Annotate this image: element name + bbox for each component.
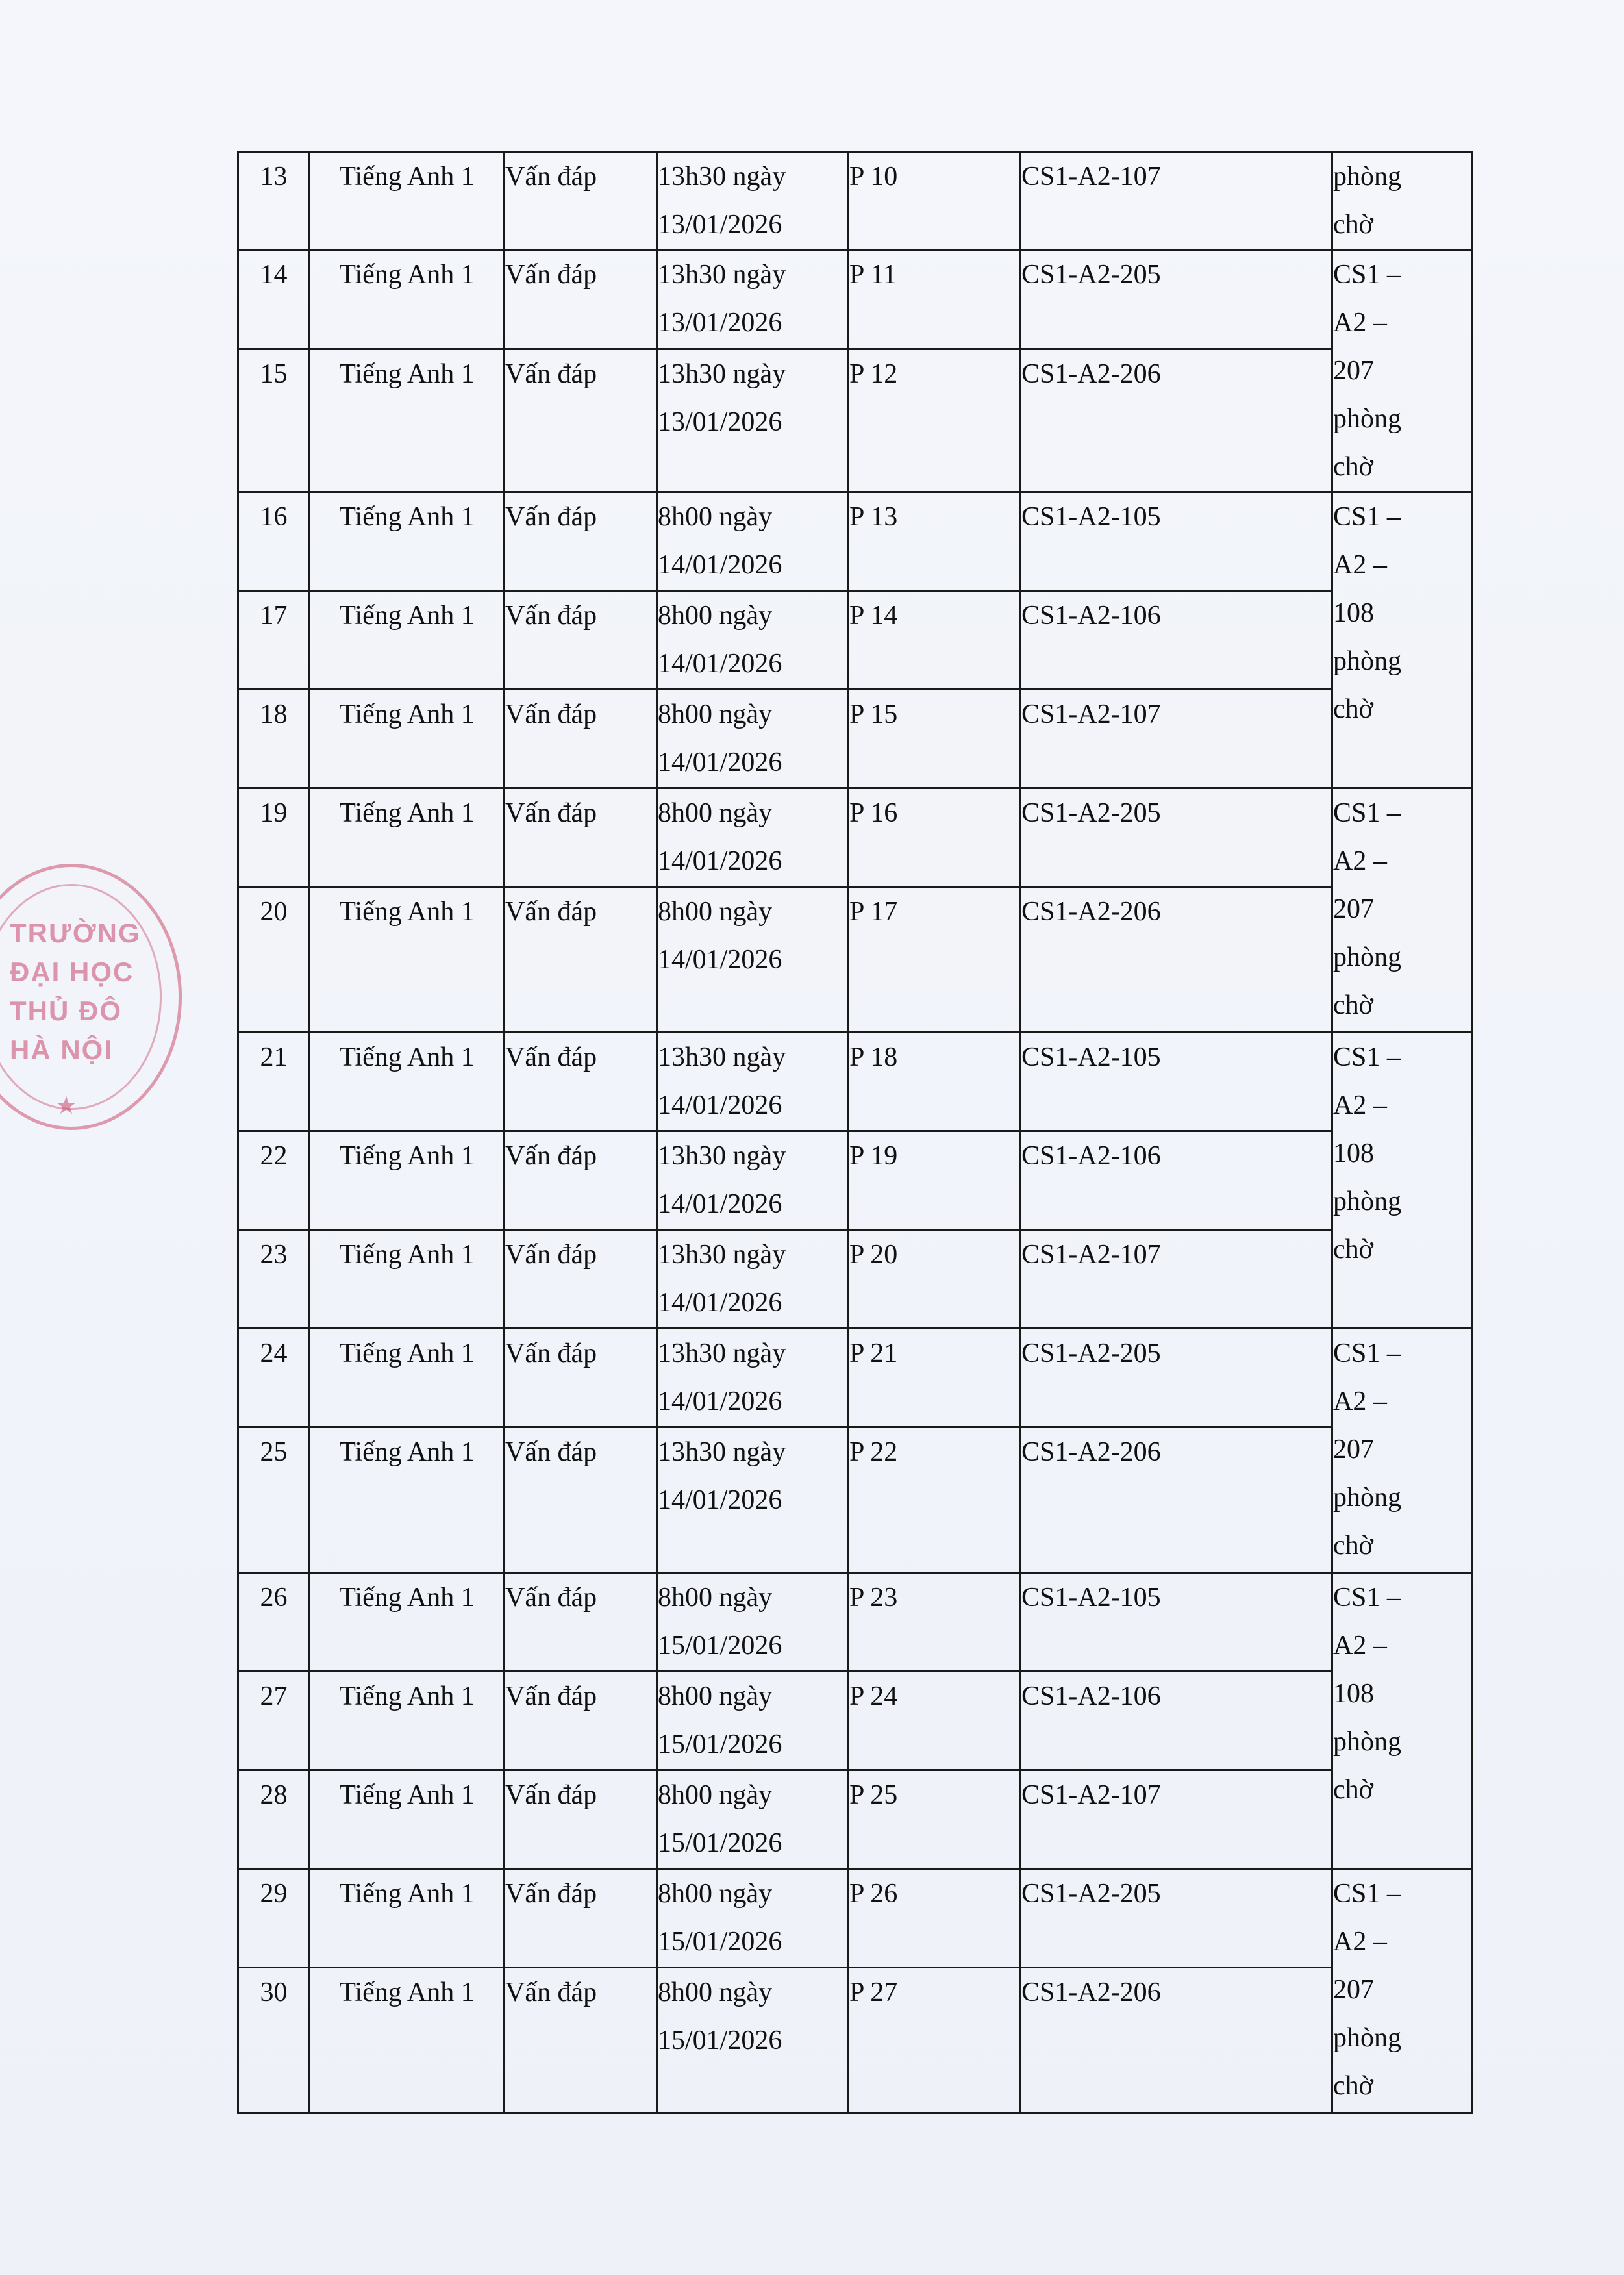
- location-cell: CS1-A2-205: [1021, 1869, 1332, 1968]
- exam-form-cell: Vấn đáp: [505, 1672, 657, 1770]
- seal-text: HÀ NỘI: [10, 1035, 113, 1065]
- table-row: [238, 1033, 1472, 1131]
- location-cell: CS1-A2-105: [1021, 1033, 1332, 1131]
- waiting-room-cell: phòng chờ: [1332, 152, 1472, 250]
- row-number: 19: [238, 788, 310, 887]
- row-number: 15: [238, 349, 310, 492]
- subject-cell: Tiếng Anh 1: [310, 1968, 505, 2113]
- waiting-room-cell: CS1 – A2 – 108 phòng chờ: [1332, 1033, 1472, 1329]
- table-row: [238, 1770, 1472, 1869]
- exam-form-cell: Vấn đáp: [505, 349, 657, 492]
- waiting-room-cell: CS1 – A2 – 207 phòng chờ: [1332, 1329, 1472, 1573]
- exam-time-cell: 8h00 ngày 14/01/2026: [657, 788, 849, 887]
- exam-time-cell: 8h00 ngày 15/01/2026: [657, 1672, 849, 1770]
- room-cell: P 14: [849, 591, 1021, 690]
- exam-time-cell: 13h30 ngày 14/01/2026: [657, 1329, 849, 1427]
- room-cell: P 11: [849, 250, 1021, 349]
- subject-cell: Tiếng Anh 1: [310, 250, 505, 349]
- row-number: 30: [238, 1968, 310, 2113]
- location-cell: CS1-A2-106: [1021, 591, 1332, 690]
- room-cell: P 17: [849, 887, 1021, 1033]
- subject-cell: Tiếng Anh 1: [310, 492, 505, 591]
- exam-time-cell: 13h30 ngày 14/01/2026: [657, 1131, 849, 1230]
- table-row: [238, 1573, 1472, 1672]
- subject-cell: Tiếng Anh 1: [310, 591, 505, 690]
- subject-cell: Tiếng Anh 1: [310, 1770, 505, 1869]
- location-cell: CS1-A2-206: [1021, 1968, 1332, 2113]
- table-row: [238, 1131, 1472, 1230]
- table-row: [238, 690, 1472, 788]
- exam-form-cell: Vấn đáp: [505, 1230, 657, 1329]
- row-number: 25: [238, 1427, 310, 1573]
- subject-cell: Tiếng Anh 1: [310, 1329, 505, 1427]
- exam-time-cell: 8h00 ngày 14/01/2026: [657, 591, 849, 690]
- exam-time-cell: 8h00 ngày 14/01/2026: [657, 690, 849, 788]
- exam-time-cell: 13h30 ngày 13/01/2026: [657, 349, 849, 492]
- location-cell: CS1-A2-106: [1021, 1131, 1332, 1230]
- exam-form-cell: Vấn đáp: [505, 1033, 657, 1131]
- exam-time-cell: 13h30 ngày 14/01/2026: [657, 1427, 849, 1573]
- exam-form-cell: Vấn đáp: [505, 1770, 657, 1869]
- subject-cell: Tiếng Anh 1: [310, 152, 505, 250]
- waiting-room-cell: CS1 – A2 – 108 phòng chờ: [1332, 1573, 1472, 1869]
- row-number: 13: [238, 152, 310, 250]
- location-cell: CS1-A2-105: [1021, 1573, 1332, 1672]
- row-number: 18: [238, 690, 310, 788]
- subject-cell: Tiếng Anh 1: [310, 1131, 505, 1230]
- room-cell: P 18: [849, 1033, 1021, 1131]
- table-row: [238, 349, 1472, 492]
- subject-cell: Tiếng Anh 1: [310, 1230, 505, 1329]
- subject-cell: Tiếng Anh 1: [310, 1427, 505, 1573]
- room-cell: P 19: [849, 1131, 1021, 1230]
- room-cell: P 20: [849, 1230, 1021, 1329]
- subject-cell: Tiếng Anh 1: [310, 1573, 505, 1672]
- row-number: 22: [238, 1131, 310, 1230]
- table-row: [238, 788, 1472, 887]
- room-cell: P 15: [849, 690, 1021, 788]
- table-row: [238, 492, 1472, 591]
- table-row: [238, 1329, 1472, 1427]
- row-number: 14: [238, 250, 310, 349]
- subject-cell: Tiếng Anh 1: [310, 887, 505, 1033]
- location-cell: CS1-A2-205: [1021, 788, 1332, 887]
- location-cell: CS1-A2-205: [1021, 250, 1332, 349]
- exam-form-cell: Vấn đáp: [505, 1427, 657, 1573]
- row-number: 20: [238, 887, 310, 1033]
- table-row: [238, 1869, 1472, 1968]
- table-row: [238, 1672, 1472, 1770]
- row-number: 27: [238, 1672, 310, 1770]
- room-cell: P 10: [849, 152, 1021, 250]
- seal-text: ĐẠI HỌC: [10, 957, 134, 987]
- exam-time-cell: 13h30 ngày 13/01/2026: [657, 250, 849, 349]
- exam-schedule-table: [237, 151, 1473, 2114]
- waiting-room-cell: CS1 – A2 – 108 phòng chờ: [1332, 492, 1472, 788]
- room-cell: P 13: [849, 492, 1021, 591]
- exam-form-cell: Vấn đáp: [505, 887, 657, 1033]
- room-cell: P 16: [849, 788, 1021, 887]
- waiting-room-cell: CS1 – A2 – 207 phòng chờ: [1332, 788, 1472, 1033]
- subject-cell: Tiếng Anh 1: [310, 1672, 505, 1770]
- waiting-room-cell: CS1 – A2 – 207 phòng chờ: [1332, 250, 1472, 492]
- room-cell: P 27: [849, 1968, 1021, 2113]
- subject-cell: Tiếng Anh 1: [310, 690, 505, 788]
- row-number: 29: [238, 1869, 310, 1968]
- exam-time-cell: 8h00 ngày 14/01/2026: [657, 492, 849, 591]
- exam-time-cell: 8h00 ngày 15/01/2026: [657, 1573, 849, 1672]
- official-seal-stamp: [0, 864, 182, 1130]
- location-cell: CS1-A2-107: [1021, 1230, 1332, 1329]
- room-cell: P 23: [849, 1573, 1021, 1672]
- location-cell: CS1-A2-205: [1021, 1329, 1332, 1427]
- location-cell: CS1-A2-107: [1021, 1770, 1332, 1869]
- exam-time-cell: 8h00 ngày 15/01/2026: [657, 1770, 849, 1869]
- waiting-room-cell: CS1 – A2 – 207 phòng chờ: [1332, 1869, 1472, 2113]
- table-row: [238, 591, 1472, 690]
- exam-time-cell: 13h30 ngày 14/01/2026: [657, 1230, 849, 1329]
- location-cell: CS1-A2-206: [1021, 349, 1332, 492]
- exam-form-cell: Vấn đáp: [505, 1869, 657, 1968]
- location-cell: CS1-A2-107: [1021, 152, 1332, 250]
- row-number: 16: [238, 492, 310, 591]
- row-number: 23: [238, 1230, 310, 1329]
- table-row: [238, 1968, 1472, 2113]
- exam-time-cell: 8h00 ngày 14/01/2026: [657, 887, 849, 1033]
- seal-star-icon: ★: [55, 1092, 78, 1120]
- exam-form-cell: Vấn đáp: [505, 1968, 657, 2113]
- row-number: 28: [238, 1770, 310, 1869]
- exam-time-cell: 13h30 ngày 13/01/2026: [657, 152, 849, 250]
- exam-form-cell: Vấn đáp: [505, 591, 657, 690]
- room-cell: P 22: [849, 1427, 1021, 1573]
- table-row: [238, 152, 1472, 250]
- seal-text: TRƯỜNG: [10, 918, 141, 948]
- subject-cell: Tiếng Anh 1: [310, 788, 505, 887]
- exam-form-cell: Vấn đáp: [505, 690, 657, 788]
- location-cell: CS1-A2-206: [1021, 1427, 1332, 1573]
- exam-form-cell: Vấn đáp: [505, 152, 657, 250]
- exam-form-cell: Vấn đáp: [505, 788, 657, 887]
- exam-form-cell: Vấn đáp: [505, 1329, 657, 1427]
- table-row: [238, 1230, 1472, 1329]
- subject-cell: Tiếng Anh 1: [310, 1033, 505, 1131]
- room-cell: P 24: [849, 1672, 1021, 1770]
- subject-cell: Tiếng Anh 1: [310, 349, 505, 492]
- row-number: 17: [238, 591, 310, 690]
- row-number: 26: [238, 1573, 310, 1672]
- location-cell: CS1-A2-106: [1021, 1672, 1332, 1770]
- exam-form-cell: Vấn đáp: [505, 492, 657, 591]
- row-number: 21: [238, 1033, 310, 1131]
- room-cell: P 12: [849, 349, 1021, 492]
- location-cell: CS1-A2-206: [1021, 887, 1332, 1033]
- table-row: [238, 1427, 1472, 1573]
- subject-cell: Tiếng Anh 1: [310, 1869, 505, 1968]
- table-row: [238, 887, 1472, 1033]
- seal-text: THỦ ĐÔ: [10, 996, 122, 1026]
- exam-form-cell: Vấn đáp: [505, 250, 657, 349]
- exam-form-cell: Vấn đáp: [505, 1573, 657, 1672]
- room-cell: P 21: [849, 1329, 1021, 1427]
- location-cell: CS1-A2-105: [1021, 492, 1332, 591]
- exam-form-cell: Vấn đáp: [505, 1131, 657, 1230]
- exam-time-cell: 13h30 ngày 14/01/2026: [657, 1033, 849, 1131]
- location-cell: CS1-A2-107: [1021, 690, 1332, 788]
- room-cell: P 25: [849, 1770, 1021, 1869]
- row-number: 24: [238, 1329, 310, 1427]
- exam-time-cell: 8h00 ngày 15/01/2026: [657, 1968, 849, 2113]
- exam-time-cell: 8h00 ngày 15/01/2026: [657, 1869, 849, 1968]
- room-cell: P 26: [849, 1869, 1021, 1968]
- table-row: [238, 250, 1472, 349]
